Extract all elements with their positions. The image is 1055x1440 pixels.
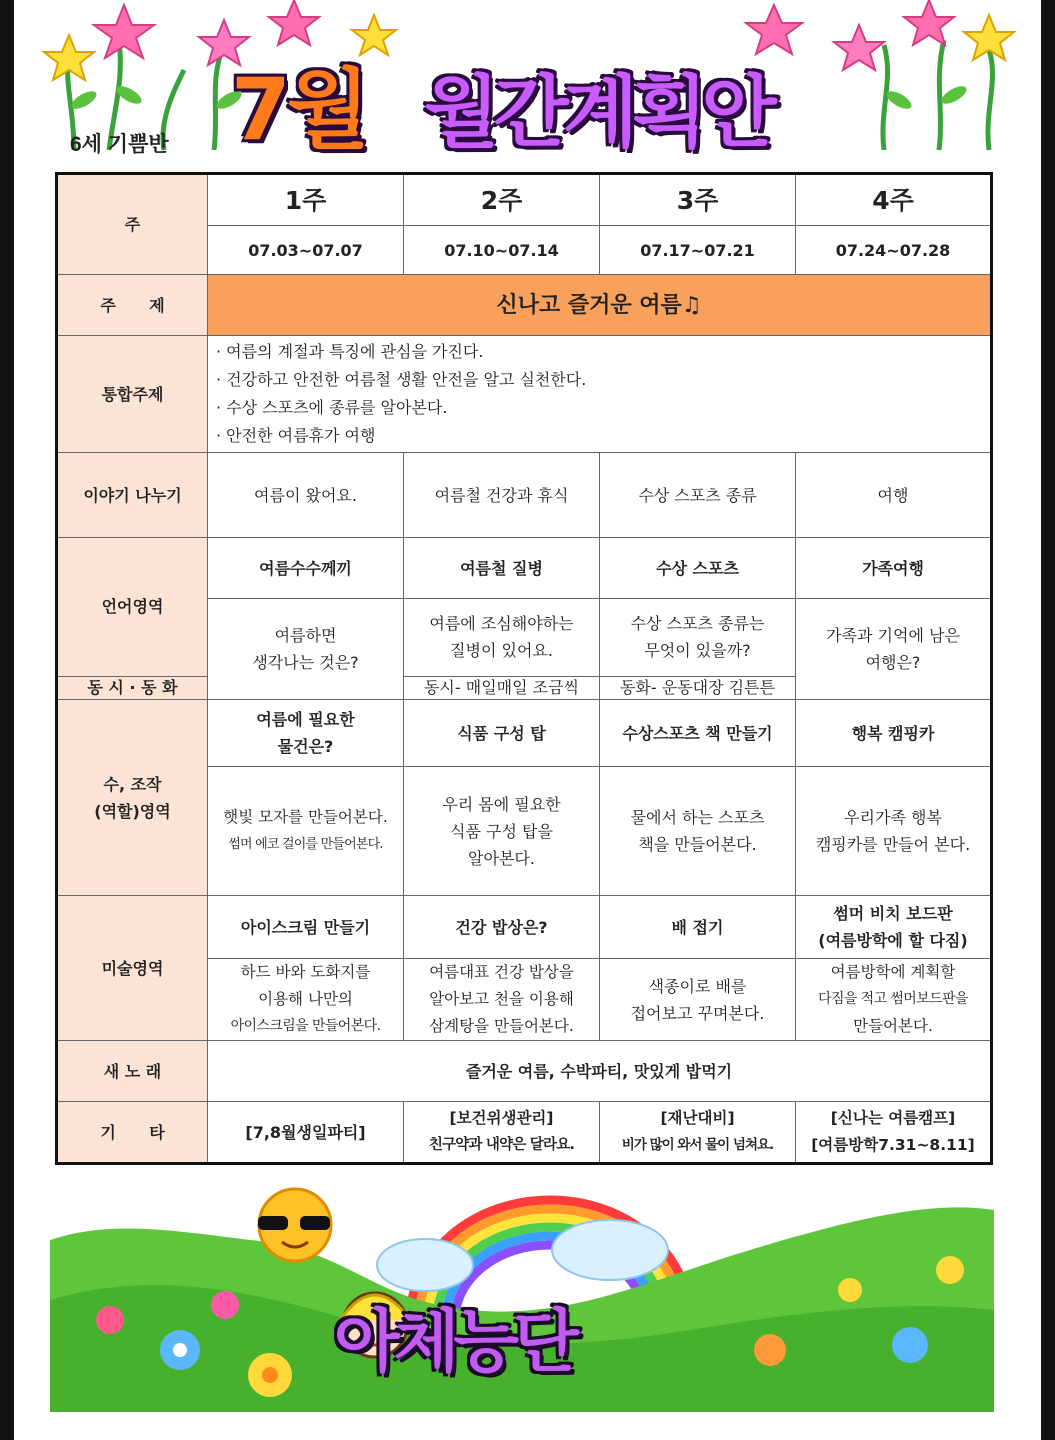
- week-1: 1주: [208, 174, 404, 226]
- desc-line: 색종이로 배를: [648, 976, 747, 996]
- language-desc-1: [208, 599, 404, 700]
- song-value: 즐거운 여름, 수박파티, 맛있게 밥먹기: [208, 1041, 992, 1102]
- language-title-3: 수상 스포츠: [600, 538, 796, 599]
- goal-item: · 건강하고 안전한 여름철 생활 안전을 알고 실천한다.: [216, 370, 587, 389]
- math-desc-4: [796, 767, 992, 896]
- art-desc-4: [796, 959, 992, 1041]
- brand-logo-text: 아체능단: [334, 1303, 573, 1382]
- title-line: 썸머 비치 보드판: [833, 904, 953, 923]
- date-4: 07.24~07.28: [796, 226, 992, 275]
- etc-line: 친구약과 내약은 달라요.: [428, 1137, 575, 1153]
- desc-line: 책을 만들어본다.: [638, 835, 757, 854]
- title-line: (여름방학에 할 다짐): [818, 931, 968, 950]
- language-desc-2: [404, 599, 600, 677]
- language-title-2: 여름철 질병: [404, 538, 600, 599]
- math-title-3: 수상스포츠 책 만들기: [600, 700, 796, 767]
- table-row-art-titles: [57, 896, 992, 959]
- table-row-song: [57, 1041, 992, 1102]
- desc-line: 햇빛 모자를 만들어본다.: [223, 808, 388, 826]
- poem-1: 동시- 매일매일 조금씩: [404, 676, 600, 699]
- desc-line: 알아본다.: [468, 848, 535, 868]
- desc-line: 여름방학에 계획할: [830, 963, 956, 981]
- desc-line: 무엇이 있을까?: [644, 641, 751, 661]
- desc-line: 물에서 하는 스포츠: [630, 808, 765, 827]
- desc-line: 캠핑카를 만들어 본다.: [815, 835, 971, 854]
- math-label: [57, 700, 208, 896]
- etc-line: [재난대비]: [660, 1109, 735, 1127]
- monthly-plan-table: [55, 172, 993, 1165]
- etc-line: [보건위생관리]: [449, 1109, 554, 1127]
- art-desc-1: [208, 959, 404, 1041]
- week-4: 4주: [796, 174, 992, 226]
- week-3: 3주: [600, 174, 796, 226]
- desc-line: 생각나는 것은?: [252, 653, 359, 672]
- desc-line: 알아보고 천을 이용해: [429, 990, 574, 1008]
- goal-item: · 수상 스포츠에 종류를 알아본다.: [216, 398, 448, 417]
- desc-line: 하드 바와 도화지를: [240, 963, 371, 981]
- art-desc-3: [600, 959, 796, 1041]
- art-title-2: 건강 밥상은?: [404, 896, 600, 959]
- desc-line: 우리 몸에 필요한: [442, 794, 561, 814]
- desc-line: 접어보고 꾸며본다.: [630, 1003, 765, 1023]
- math-title-1: [208, 700, 404, 767]
- desc-line: 만들어본다.: [853, 1017, 933, 1035]
- desc-line: 아이스크림을 만들어본다.: [230, 1018, 381, 1034]
- math-desc-3: [600, 767, 796, 896]
- theme-value: 신나고 즐거운 여름♫: [208, 275, 992, 336]
- math-label-line: (역할)영역: [94, 801, 171, 821]
- desc-line: 다짐을 적고 썸머보드판을: [818, 991, 968, 1007]
- language-title-1: 여름수수께끼: [208, 538, 404, 599]
- goal-item: · 여름의 계절과 특징에 관심을 가진다.: [216, 342, 484, 361]
- etc-3: [600, 1102, 796, 1164]
- desc-line: 여름하면: [274, 626, 337, 645]
- title-line: 물건은?: [277, 737, 334, 756]
- math-desc-1: [208, 767, 404, 896]
- table-row-language-titles: [57, 538, 992, 599]
- poem-label: 동 시 · 동 화: [57, 676, 208, 699]
- class-name: 6세 기쁨반: [70, 133, 169, 156]
- date-2: 07.10~07.14: [404, 226, 600, 275]
- language-desc-4: [796, 599, 992, 700]
- table-row-math-titles: [57, 700, 992, 767]
- table-row-integrated: [57, 336, 992, 453]
- week-label: 주: [57, 174, 208, 275]
- talk-1: 여름이 왔어요.: [208, 453, 404, 538]
- etc-1: [7,8월생일파티]: [208, 1102, 404, 1164]
- song-label: 새 노 래: [57, 1041, 208, 1102]
- week-2: 2주: [404, 174, 600, 226]
- talk-4: 여행: [796, 453, 992, 538]
- art-title-1: 아이스크림 만들기: [208, 896, 404, 959]
- desc-line: 여름에 조심해야하는: [429, 614, 574, 634]
- desc-line: 가족과 기억에 남은: [826, 626, 960, 645]
- art-title-4: [796, 896, 992, 959]
- math-title-2: 식품 구성 탑: [404, 700, 600, 767]
- theme-label: 주 제: [57, 275, 208, 336]
- title-line: 여름에 필요한: [256, 710, 355, 729]
- integrated-label: 통합주제: [57, 336, 208, 453]
- poem-2: 동화- 운동대장 김튼튼: [600, 676, 796, 699]
- art-desc-2: [404, 959, 600, 1041]
- language-title-4: 가족여행: [796, 538, 992, 599]
- table-row-weeks: [57, 174, 992, 226]
- title-month: 7월: [231, 60, 366, 160]
- desc-line: 여름대표 건강 밥상을: [429, 963, 574, 981]
- desc-line: 식품 구성 탑을: [450, 821, 553, 841]
- talk-3: 수상 스포츠 종류: [600, 453, 796, 538]
- table-row-etc: [57, 1102, 992, 1164]
- desc-line: 수상 스포츠 종류는: [630, 614, 765, 634]
- math-title-4: 행복 캠핑카: [796, 700, 992, 767]
- desc-line: 이용해 나만의: [258, 990, 353, 1008]
- table-row-talk: [57, 453, 992, 538]
- desc-line: 우리가족 행복: [844, 808, 942, 827]
- art-title-3: 배 접기: [600, 896, 796, 959]
- etc-line: 비가 많이 와서 물이 넘쳐요.: [621, 1137, 774, 1153]
- math-desc-2: [404, 767, 600, 896]
- language-desc-3: [600, 599, 796, 677]
- date-3: 07.17~07.21: [600, 226, 796, 275]
- etc-label: 기 타: [57, 1102, 208, 1164]
- desc-line: 질병이 있어요.: [450, 641, 553, 661]
- etc-4: [796, 1102, 992, 1164]
- math-label-line: 수, 조작: [103, 774, 162, 794]
- table-row-theme: [57, 275, 992, 336]
- goal-item: · 안전한 여름휴가 여행: [216, 426, 376, 445]
- integrated-goals: [208, 336, 992, 453]
- etc-2: [404, 1102, 600, 1164]
- etc-line: [여름방학7.31~8.11]: [811, 1136, 975, 1154]
- talk-label: 이야기 나누기: [57, 453, 208, 538]
- date-1: 07.03~07.07: [208, 226, 404, 275]
- etc-line: [신나는 여름캠프]: [830, 1109, 956, 1127]
- desc-line: 썸머 에코 걸이를 만들어본다.: [228, 837, 383, 852]
- page: [14, 0, 1041, 1440]
- header-banner: [14, 0, 1041, 170]
- art-label: 미술영역: [57, 896, 208, 1041]
- desc-line: 여행은?: [865, 653, 921, 672]
- talk-2: 여름철 건강과 휴식: [404, 453, 600, 538]
- language-label: 언어영역: [57, 538, 208, 677]
- page-title: [219, 40, 919, 160]
- desc-line: 삼계탕을 만들어본다.: [429, 1017, 574, 1035]
- title-main: 월간계획안: [424, 68, 771, 158]
